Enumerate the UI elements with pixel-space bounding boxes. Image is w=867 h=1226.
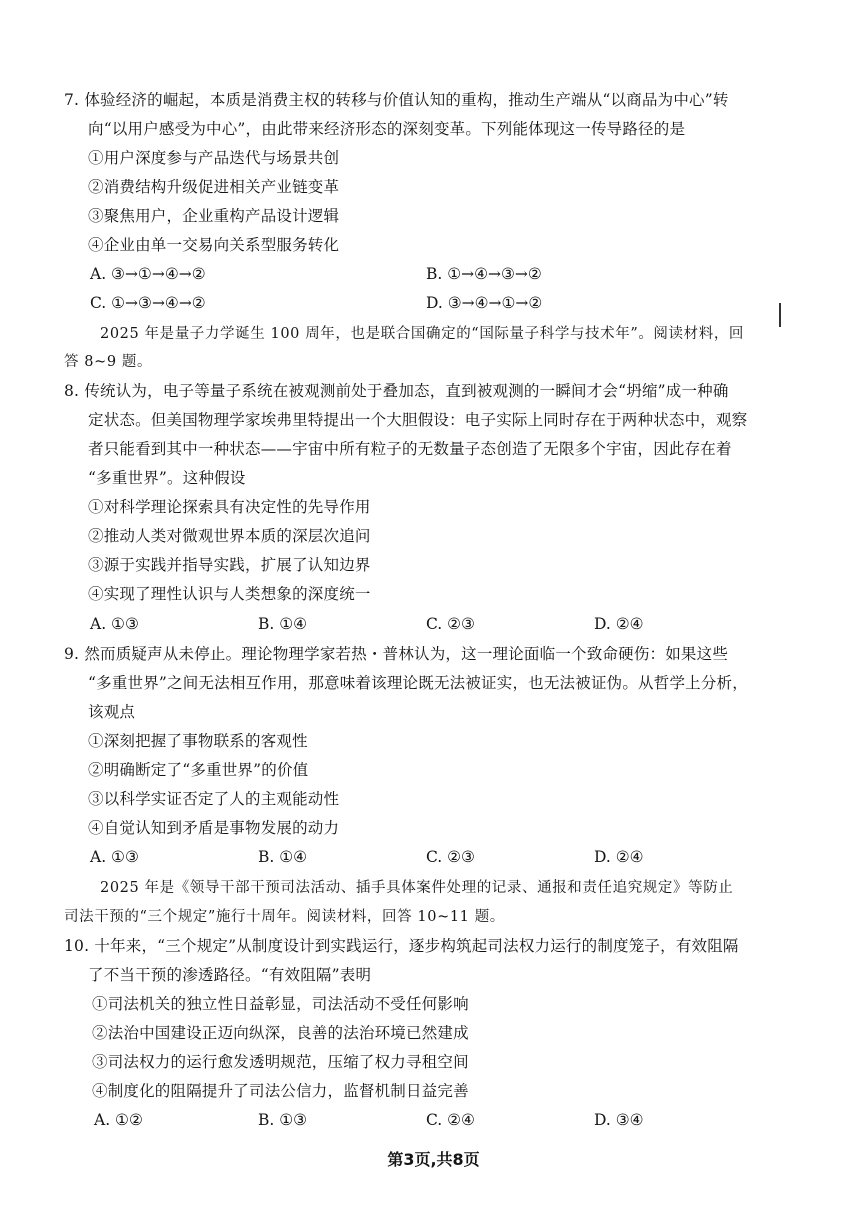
q8-option-c: C. ②③ xyxy=(426,615,475,633)
q10-item-1: ①司法机关的独立性日益彰显，司法活动不受任何影响 xyxy=(92,995,469,1013)
q7-item-2: ②消费结构升级促进相关产业链变革 xyxy=(88,178,340,196)
q7-option-d: D. ③→④→①→② xyxy=(426,294,543,312)
q8-stem-line-2: 定状态。但美国物理学家埃弗里特提出一个大胆假设：电子实际上同时存在于两种状态中，观察 xyxy=(88,411,748,429)
scan-mark xyxy=(779,303,781,327)
q10-item-3: ③司法权力的运行愈发透明规范，压缩了权力寻租空间 xyxy=(92,1053,469,1071)
intro-8-9-line-1: 2025 年是量子力学诞生 100 周年，也是联合国确定的“国际量子科学与技术年”。阅读材料，回 xyxy=(100,326,745,342)
q7-option-c: C. ①→③→④→② xyxy=(90,294,206,312)
q7-item-1: ①用户深度参与产品迭代与场景共创 xyxy=(88,149,340,167)
q8-option-d: D. ②④ xyxy=(594,615,644,633)
q7-option-a: A. ③→①→④→② xyxy=(90,265,206,283)
q10-item-2: ②法治中国建设正迈向纵深，良善的法治环境已然建成 xyxy=(92,1024,469,1042)
q7-stem-line-2: 向“以用户感受为中心”，由此带来经济形态的深刻变革。下列能体现这一传导路径的是 xyxy=(88,120,686,138)
q8-stem-line-4: “多重世界”。这种假设 xyxy=(88,469,246,487)
q9-option-d: D. ②④ xyxy=(594,848,644,866)
q9-item-3: ③以科学实证否定了人的主观能动性 xyxy=(88,790,340,808)
q8-option-a: A. ①③ xyxy=(90,615,139,633)
q8-stem-line-1: 8. 传统认为，电子等量子系统在被观测前处于叠加态，直到被观测的一瞬间才会“坍缩”成一种确 xyxy=(64,382,729,400)
page-number: 第3页,共8页 xyxy=(387,1150,480,1169)
q7-item-3: ③聚焦用户，企业重构产品设计逻辑 xyxy=(88,207,340,225)
q9-item-4: ④自觉认知到矛盾是事物发展的动力 xyxy=(88,819,340,837)
q9-item-1: ①深刻把握了事物联系的客观性 xyxy=(88,732,308,750)
q10-stem-line-1: 10. 十年来，“三个规定”从制度设计到实践运行，逐步构筑起司法权力运行的制度笼子，有效阻隔 xyxy=(64,937,739,955)
q9-stem-line-1: 9. 然而质疑声从未停止。理论物理学家若热・普林认为，这一理论面临一个致命硬伤：如果这些 xyxy=(64,645,729,663)
q10-option-b: B. ①③ xyxy=(258,1111,308,1129)
q8-item-3: ③源于实践并指导实践，扩展了认知边界 xyxy=(88,556,371,574)
q9-option-b: B. ①④ xyxy=(258,848,308,866)
q8-item-2: ②推动人类对微观世界本质的深层次追问 xyxy=(88,527,371,545)
q9-stem-line-3: 该观点 xyxy=(88,703,136,721)
q10-option-c: C. ②④ xyxy=(426,1111,475,1129)
q7-stem-line-1: 7. 体验经济的崛起，本质是消费主权的转移与价值认知的重构，推动生产端从“以商品为中心”转 xyxy=(64,91,729,109)
q10-option-d: D. ③④ xyxy=(594,1111,644,1129)
q10-stem-line-2: 了不当干预的渗透路径。“有效阻隔”表明 xyxy=(88,966,372,984)
intro-10-11-line-1: 2025 年是《领导干部干预司法活动、插手具体案件处理的记录、通报和责任追究规定》等防止 xyxy=(100,880,734,896)
q9-item-2: ②明确断定了“多重世界”的价值 xyxy=(88,761,309,779)
intro-8-9-line-2: 答 8~9 题。 xyxy=(64,354,153,370)
q9-stem-line-2: “多重世界”之间无法相互作用，那意味着该理论既无法被证实，也无法被证伪。从哲学上分析， xyxy=(88,674,748,692)
q8-option-b: B. ①④ xyxy=(258,615,308,633)
q10-item-4: ④制度化的阻隔提升了司法公信力，监督机制日益完善 xyxy=(92,1082,469,1100)
q10-option-a: A. ①② xyxy=(94,1111,143,1129)
q9-option-c: C. ②③ xyxy=(426,848,475,866)
q8-item-1: ①对科学理论探索具有决定性的先导作用 xyxy=(88,498,371,516)
q9-option-a: A. ①③ xyxy=(90,848,139,866)
q8-item-4: ④实现了理性认识与人类想象的深度统一 xyxy=(88,585,371,603)
q8-stem-line-3: 者只能看到其中一种状态——宇宙中所有粒子的无数量子态创造了无限多个宇宙，因此存在着 xyxy=(88,440,732,458)
q7-option-b: B. ①→④→③→② xyxy=(426,265,542,283)
q7-item-4: ④企业由单一交易向关系型服务转化 xyxy=(88,236,340,254)
intro-10-11-line-2: 司法干预的“三个规定”施行十周年。阅读材料，回答 10~11 题。 xyxy=(64,909,505,925)
